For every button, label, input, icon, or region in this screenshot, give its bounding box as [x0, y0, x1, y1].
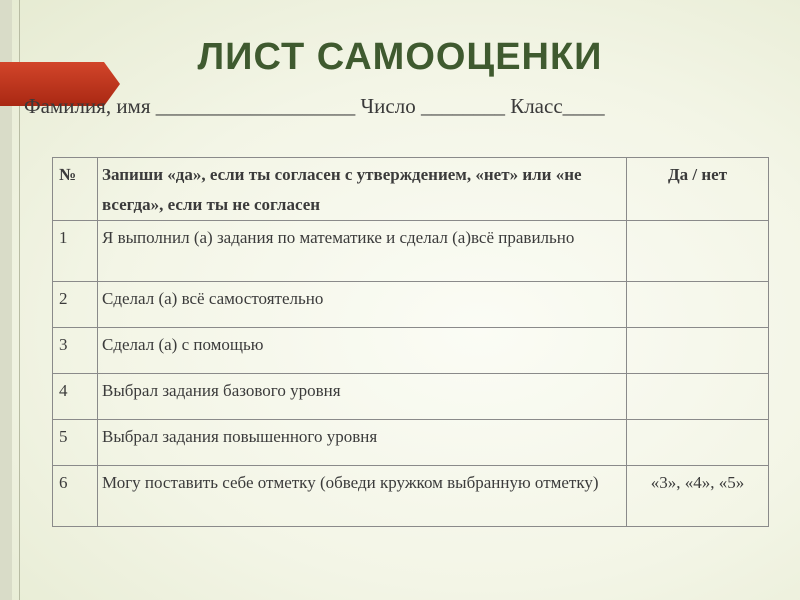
page-title: ЛИСТ САМООЦЕНКИ [197, 36, 603, 78]
header-statement: Запиши «да», если ты согласен с утверждением, «нет» или «не всегда», если ты не согласен [98, 158, 627, 221]
row-answer-cell[interactable] [627, 420, 769, 466]
row-answer-cell[interactable] [627, 282, 769, 328]
row-statement: Я выполнил (а) задания по математике и сделал (а)всё правильно [98, 221, 627, 282]
row-answer-cell[interactable] [627, 374, 769, 420]
grade-options[interactable]: «3», «4», «5» [627, 466, 769, 527]
row-number: 4 [53, 374, 98, 420]
self-assessment-table [52, 157, 769, 527]
row-statement: Сделал (а) всё самостоятельно [98, 282, 627, 328]
row-number: 5 [53, 420, 98, 466]
table-header-row [53, 158, 769, 221]
row-statement: Выбрал задания базового уровня [98, 374, 627, 420]
header-answer: Да / нет [627, 158, 769, 221]
row-statement: Сделал (а) с помощью [98, 328, 627, 374]
row-number: 1 [53, 221, 98, 282]
table-row [53, 328, 769, 374]
header-number: № [53, 158, 98, 221]
row-statement: Могу поставить себе отметку (обведи кружком выбранную отметку) [98, 466, 627, 527]
row-number: 2 [53, 282, 98, 328]
row-answer-cell[interactable] [627, 221, 769, 282]
table-row [53, 282, 769, 328]
table-row [53, 374, 769, 420]
row-statement: Выбрал задания повышенного уровня [98, 420, 627, 466]
row-answer-cell[interactable] [627, 328, 769, 374]
table-row [53, 420, 769, 466]
row-number: 6 [53, 466, 98, 527]
table-row [53, 466, 769, 527]
student-info-line: Фамилия, имя ___________________ Число ________ Класс____ [24, 94, 605, 118]
table-row [53, 221, 769, 282]
row-number: 3 [53, 328, 98, 374]
